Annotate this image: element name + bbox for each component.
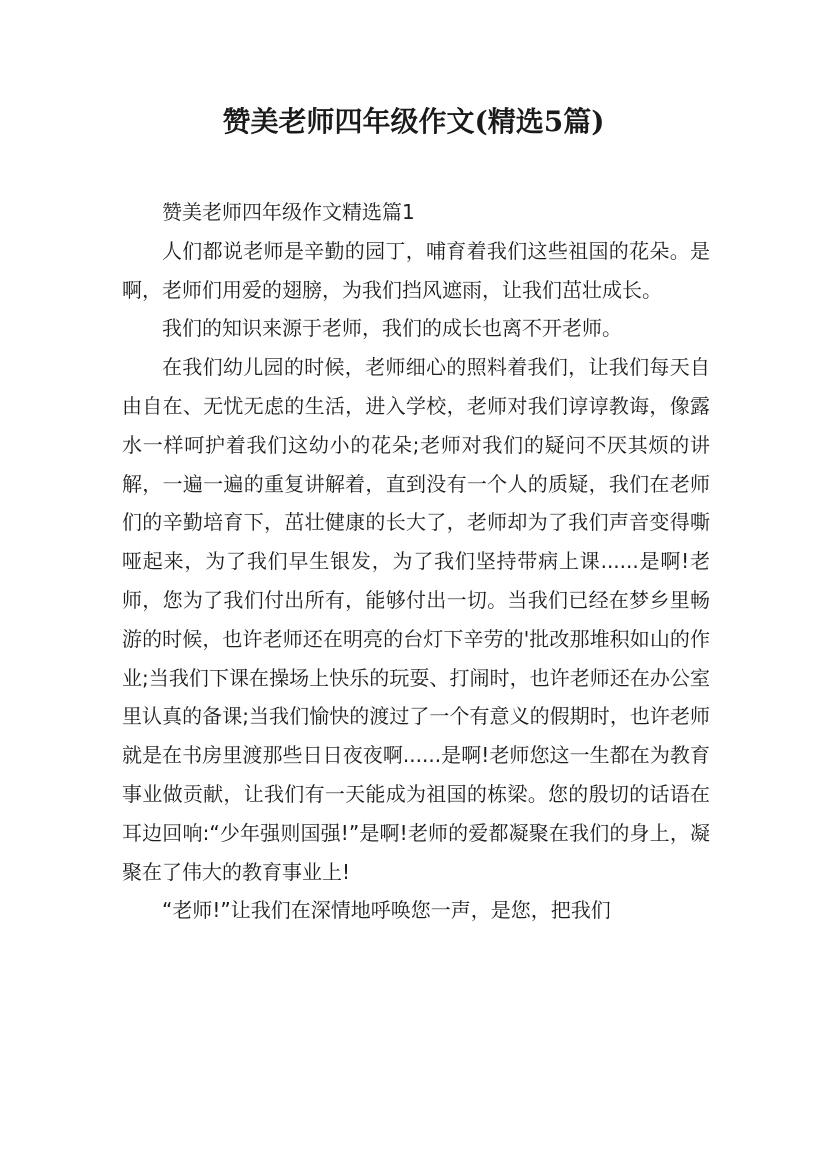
paragraph: 人们都说老师是辛勤的园丁，哺育着我们这些祖国的花朵。是啊，老师们用爱的翅膀，为我们挡风遮雨，让我们茁壮成长。: [122, 238, 710, 302]
paragraph: “老师!”让我们在深情地呼唤您一声，是您，把我们: [162, 898, 611, 923]
paragraph: 在我们幼儿园的时候，老师细心的照料着我们，让我们每天自由自在、无忧无虑的生活，进入学校，老师对我们谆谆教诲，像露水一样呵护着我们这幼小的花朵;老师对我们的疑问不厌其烦的讲解，一遍一遍的重复讲解着，直到没有一个人的质疑，我们在老师们的辛勤培育下，茁壮健康的长大了，老师却为了我们声音变得嘶哑起来，为了我们早生银发，为了我们坚持带病上课......是啊!老师，您为了我们付出所有，能够付出一切。当我们已经在梦乡里畅游的时候，也许老师还在明亮的台灯下辛劳的'批改那堆积如山的作业;当我们下课在操场上快乐的玩耍、打闹时，也许老师还在办公室里认真的备课;当我们愉快的渡过了一个有意义的假期时，也许老师就是在书房里渡那些日日夜夜啊......是啊!老师您这一生都在为教育事业做贡献，让我们有一天能成为祖国的栋梁。您的殷切的话语在耳边回响:“少年强则国强!”是啊!老师的爱都凝聚在我们的身上，凝聚在了伟大的教育事业上!: [122, 355, 710, 884]
section-heading: 赞美老师四年级作文精选篇1: [162, 200, 415, 224]
document-title: 赞美老师四年级作文(精选5篇): [222, 105, 605, 138]
document-body: [122, 193, 710, 930]
paragraph: 我们的知识来源于老师，我们的成长也离不开老师。: [162, 316, 622, 341]
